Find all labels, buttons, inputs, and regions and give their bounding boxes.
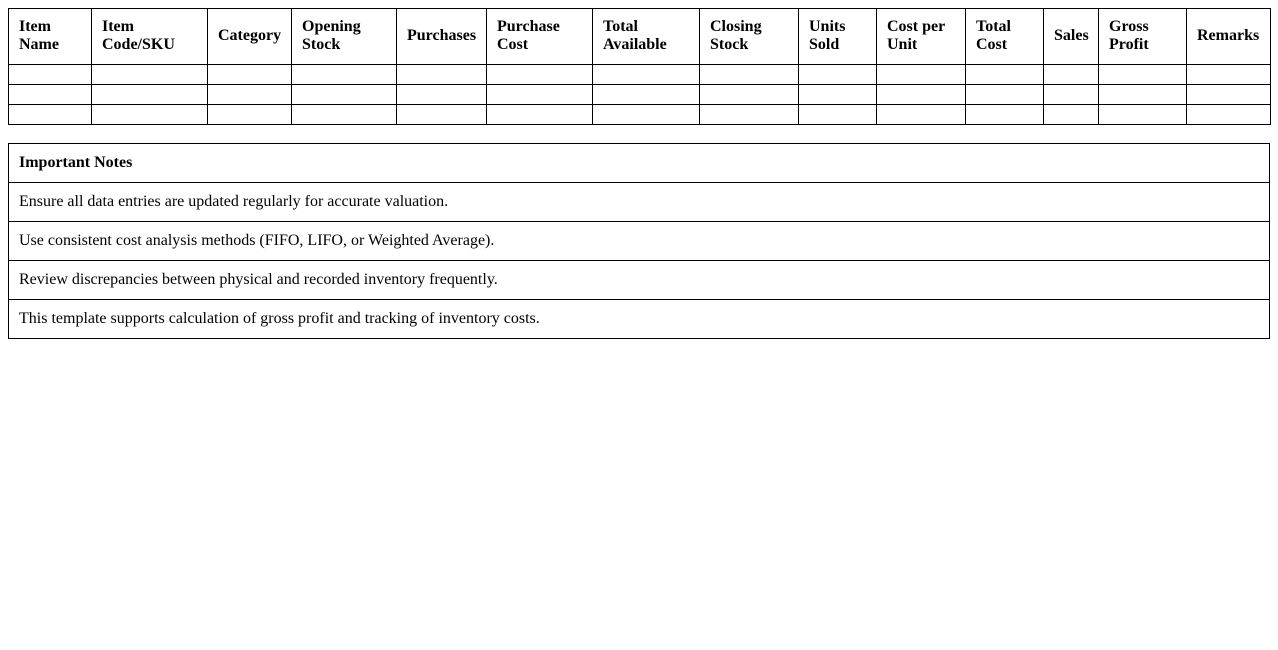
table-cell [877, 65, 966, 85]
note-item: Use consistent cost analysis methods (FIFO, LIFO, or Weighted Average). [9, 222, 1270, 261]
table-cell [92, 85, 208, 105]
inventory-table [8, 8, 1271, 125]
table-cell [487, 105, 593, 125]
table-cell [1187, 65, 1271, 85]
header-purchases: Purchases [397, 9, 487, 65]
table-cell [966, 105, 1044, 125]
table-cell [799, 105, 877, 125]
table-cell [397, 105, 487, 125]
note-row [9, 183, 1270, 222]
table-cell [1187, 85, 1271, 105]
table-cell [1044, 65, 1099, 85]
note-row [9, 300, 1270, 339]
table-cell [487, 65, 593, 85]
important-notes-table [8, 143, 1270, 339]
table-cell [966, 65, 1044, 85]
header-total-cost: Total Cost [966, 9, 1044, 65]
header-category: Category [208, 9, 292, 65]
table-cell [208, 85, 292, 105]
table-cell [1099, 105, 1187, 125]
table-cell [700, 85, 799, 105]
table-cell [593, 85, 700, 105]
note-item: Review discrepancies between physical and recorded inventory frequently. [9, 261, 1270, 300]
table-cell [9, 85, 92, 105]
table-row [9, 85, 1271, 105]
table-cell [208, 105, 292, 125]
header-closing-stock: Closing Stock [700, 9, 799, 65]
table-cell [1099, 85, 1187, 105]
header-sales: Sales [1044, 9, 1099, 65]
table-cell [487, 85, 593, 105]
table-cell [397, 85, 487, 105]
table-cell [877, 105, 966, 125]
table-cell [700, 65, 799, 85]
table-cell [1044, 105, 1099, 125]
table-cell [208, 65, 292, 85]
header-total-available: Total Available [593, 9, 700, 65]
table-cell [9, 65, 92, 85]
table-row [9, 65, 1271, 85]
header-item-name: Item Name [9, 9, 92, 65]
table-cell [966, 85, 1044, 105]
table-cell [700, 105, 799, 125]
table-cell [92, 65, 208, 85]
header-opening-stock: Opening Stock [292, 9, 397, 65]
table-cell [1187, 105, 1271, 125]
table-cell [397, 65, 487, 85]
table-cell [292, 105, 397, 125]
table-cell [799, 85, 877, 105]
table-cell [292, 65, 397, 85]
table-cell [9, 105, 92, 125]
table-row [9, 105, 1271, 125]
header-cost-per-unit: Cost per Unit [877, 9, 966, 65]
notes-title-row [9, 144, 1270, 183]
note-item: This template supports calculation of gross profit and tracking of inventory costs. [9, 300, 1270, 339]
table-cell [292, 85, 397, 105]
table-cell [799, 65, 877, 85]
table-cell [92, 105, 208, 125]
table-cell [593, 105, 700, 125]
notes-title: Important Notes [9, 144, 1270, 183]
header-gross-profit: Gross Profit [1099, 9, 1187, 65]
header-units-sold: Units Sold [799, 9, 877, 65]
header-purchase-cost: Purchase Cost [487, 9, 593, 65]
header-item-code-sku: Item Code/SKU [92, 9, 208, 65]
note-row [9, 261, 1270, 300]
table-header-row [9, 9, 1271, 65]
note-row [9, 222, 1270, 261]
table-cell [593, 65, 700, 85]
table-cell [877, 85, 966, 105]
note-item: Ensure all data entries are updated regularly for accurate valuation. [9, 183, 1270, 222]
table-cell [1044, 85, 1099, 105]
table-cell [1099, 65, 1187, 85]
header-remarks: Remarks [1187, 9, 1271, 65]
